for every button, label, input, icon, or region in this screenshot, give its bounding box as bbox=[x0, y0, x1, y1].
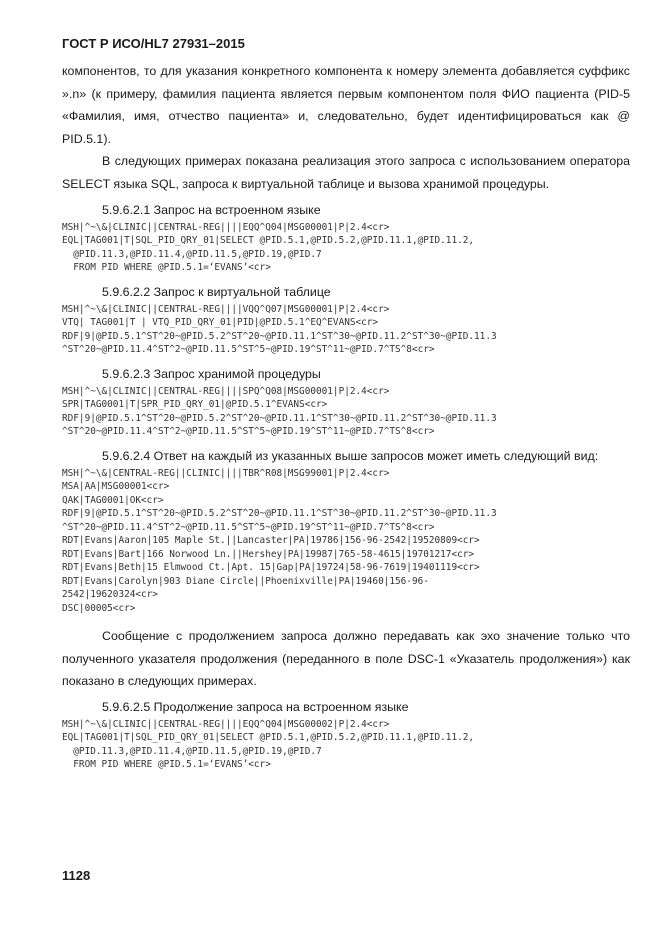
section-title-virtual-table: 5.9.6.2.2 Запрос к виртуальной таблице bbox=[102, 284, 331, 299]
page-header: ГОСТ Р ИСО/HL7 27931–2015 bbox=[62, 36, 245, 51]
code-block-stored-procedure: MSH|^~\&|CLINIC||CENTRAL-REG||||SPQ^Q08|MSG00001|P|2.4<cr> SPR|TAG0001|T|SPR_PID_QRY_01|@PID.5.1^EVANS<cr> RDF|9|@PID.5.1^ST^20~@PID.5.2^ST^20~@PID.11.1^ST^30~@PID.11.2^ST^30~@PID.11.3 ^ST^20~@PID.11.4^ST^2~@PID.11.5^ST^5~@PID.19^ST^11~@PID.7^TS^8<cr> bbox=[62, 385, 497, 438]
intro-paragraph: компонентов, то для указания конкретного компонента к номеру элемента добавляется суффикс ».n» (к примеру, фамилия пациента является первым компонентом поля ФИО пациента (PID-5 «Фамилия, имя, отчество пациента» и, следовательно, будет идентифицироваться как @ PID.5.1). bbox=[62, 64, 630, 146]
code-block-continuation: MSH|^~\&|CLINIC||CENTRAL-REG||||EQQ^Q04|MSG00002|P|2.4<cr> EQL|TAG001|T|SQL_PID_QRY_01|SELECT @PID.5.1,@PID.5.2,@PID.11.1,@PID.11.2, @PID.11.3,@PID.11.4,@PID.11.5,@PID.19,@PID.7 FROM PID WHERE @PID.5.1=‘EVANS’<cr> bbox=[62, 718, 475, 771]
section-title-embedded-query: 5.9.6.2.1 Запрос на встроенном языке bbox=[102, 202, 321, 217]
section-title-response: 5.9.6.2.4 Ответ на каждый из указанных выше запросов может иметь следующий вид: bbox=[102, 448, 599, 463]
code-block-embedded-query: MSH|^~\&|CLINIC||CENTRAL-REG||||EQQ^Q04|MSG00001|P|2.4<cr> EQL|TAG001|T|SQL_PID_QRY_01|SELECT @PID.5.1,@PID.5.2,@PID.11.1,@PID.11.2, @PID.11.3,@PID.11.4,@PID.11.5,@PID.19,@PID.7 FROM PID WHERE @PID.5.1=‘EVANS’<cr> bbox=[62, 221, 475, 274]
code-block-virtual-table: MSH|^~\&|CLINIC||CENTRAL-REG||||VQQ^Q07|MSG00001|P|2.4<cr> VTQ| TAG001|T | VTQ_PID_QRY_01|PID|@PID.5.1^EQ^EVANS<cr> RDF|9|@PID.5.1^ST^20~@PID.5.2^ST^20~@PID.11.1^ST^30~@PID.11.2^ST^30~@PID.11.3 ^ST^20~@PID.11.4^ST^2~@PID.11.5^ST^5~@PID.19^ST^11~@PID.7^TS^8<cr> bbox=[62, 303, 497, 356]
paragraph-examples: В следующих примерах показана реализация этого запроса с использованием оператора SELECT языка SQL, запроса к виртуальной таблице и вызова хранимой процедуры. bbox=[62, 154, 630, 191]
page-body bbox=[62, 60, 630, 778]
code-block-response: MSH|^~\&|CENTRAL-REG||CLINIC||||TBR^R08|MSG99001|P|2.4<cr> MSA|AA|MSG00001<cr> QAK|TAG0001|OK<cr> RDF|9|@PID.5.1^ST^20~@PID.5.2^ST^20~@PID.11.1^ST^30~@PID.11.2^ST^30~@PID.11.3 ^ST^20~@PID.11.4^ST^2~@PID.11.5^ST^5~@PID.19^ST^11~@PID.7^TS^8<cr> RDT|Evans|Aaron|105 Maple St.||Lancaster|PA|19786|156-96-2542|19520809<cr> RDT|Evans|Bart|166 Norwood Ln.||Hershey|PA|19987|765-58-4615|19701217<cr> RDT|Evans|Beth|15 Elmwood Ct.|Apt. 15|Gap|PA|19724|58-96-7619|19401119<cr> RDT|Evans|Carolyn|903 Diane Circle||Phoenixville|PA|19460|156-96- 2542|19620324<cr> DSC|00005<cr> bbox=[62, 467, 497, 614]
paragraph-continuation: Сообщение с продолжением запроса должно передавать как эхо значение только что полученного указателя продолжения (переданного в поле DSC-1 «Указатель продолжения») как показано в следующих примерах. bbox=[62, 629, 630, 689]
page-number: 1128 bbox=[62, 868, 91, 883]
section-title-continuation: 5.9.6.2.5 Продолжение запроса на встроенном языке bbox=[102, 699, 409, 714]
section-title-stored-procedure: 5.9.6.2.3 Запрос хранимой процедуры bbox=[102, 366, 321, 381]
